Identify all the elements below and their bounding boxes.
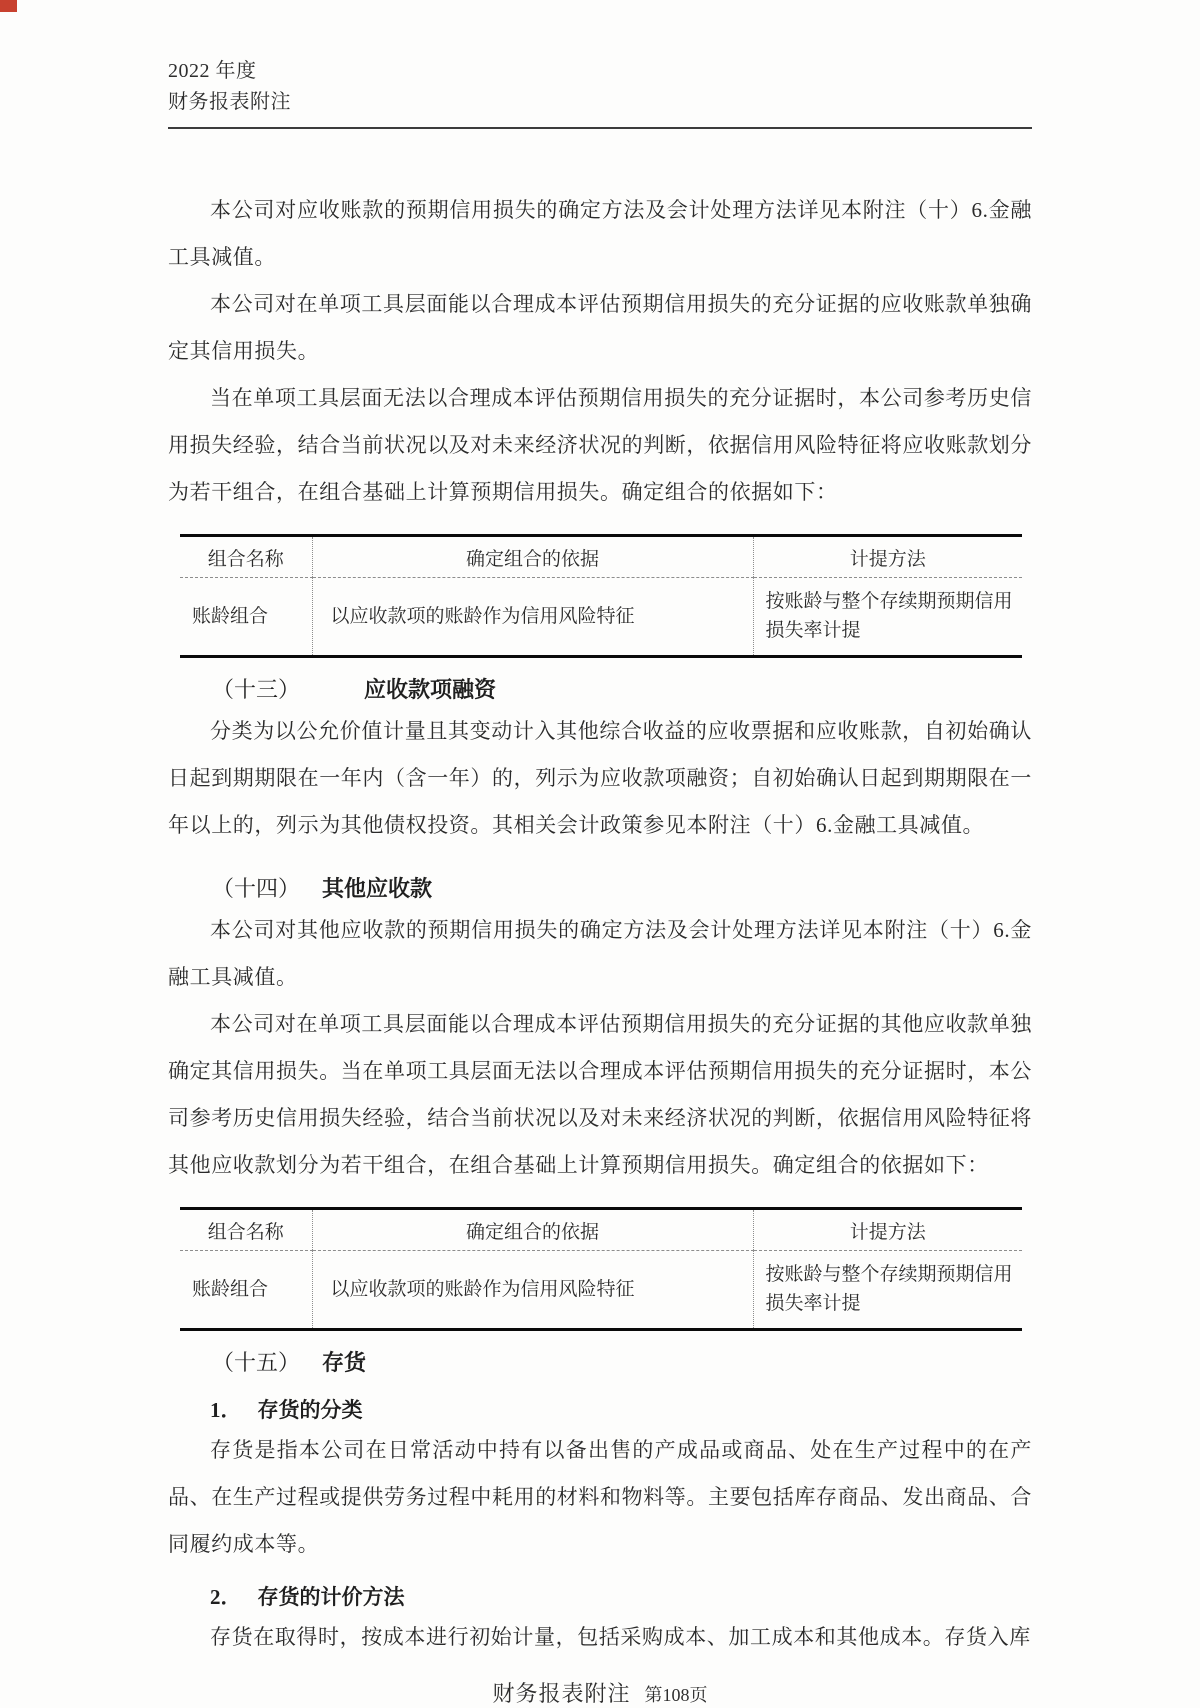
header-title-line: 财务报表附注 bbox=[168, 91, 291, 113]
page-footer bbox=[168, 1677, 1032, 1708]
subheading-inventory-classification bbox=[168, 1393, 1032, 1427]
table-row bbox=[180, 1251, 1022, 1330]
receivables-combo-table bbox=[180, 534, 1022, 658]
section-heading-15 bbox=[168, 1345, 1032, 1381]
section-title: 应收款项融资 bbox=[364, 677, 497, 702]
col-header-provision-method: 计提方法 bbox=[753, 536, 1022, 578]
page-content bbox=[168, 0, 1032, 1708]
col-header-combo-name: 组合名称 bbox=[180, 1209, 312, 1251]
header-year-line: 2022 年度 bbox=[168, 60, 257, 82]
paragraph-inventory-definition: 存货是指本公司在日常活动中持有以备出售的产成品或商品、处在生产过程中的在产品、在生产过程或提供劳务过程中耗用的材料和物料等。主要包括库存商品、发出商品、合同履约成本等。 bbox=[168, 1438, 1032, 1556]
scan-corner-mark bbox=[0, 0, 17, 12]
cell-combo-basis: 以应收款项的账龄作为信用风险特征 bbox=[312, 1251, 753, 1330]
subheading-number: 1． bbox=[210, 1398, 242, 1422]
paragraph-receivables-financing: 分类为以公允价值计量且其变动计入其他综合收益的应收票据和应收账款，自初始确认日起到期期限在一年内（含一年）的，列示为应收款项融资；自初始确认日起到期期限在一年以上的，列示为其他债权投资。其相关会计政策参见本附注（十）6.金融工具减值。 bbox=[168, 719, 1032, 837]
section-number: （十四） bbox=[212, 876, 301, 901]
paragraph-other-receivables-portfolio: 本公司对在单项工具层面能以合理成本评估预期信用损失的充分证据的其他应收款单独确定其信用损失。当在单项工具层面无法以合理成本评估预期信用损失的充分证据时，本公司参考历史信用损失经验，结合当前状况以及对未来经济状况的判断，依据信用风险特征将其他应收款划分为若干组合，在组合基础上计算预期信用损失。确定组合的依据如下： bbox=[168, 1012, 1032, 1177]
paragraph-inventory-measurement: 存货在取得时，按成本进行初始计量，包括采购成本、加工成本和其他成本。存货入库 bbox=[210, 1625, 1031, 1649]
table-header-row bbox=[180, 1209, 1022, 1251]
section-title: 存货 bbox=[322, 1350, 367, 1375]
section-heading-14 bbox=[168, 871, 1032, 907]
cell-provision-method: 按账龄与整个存续期预期信用损失率计提 bbox=[753, 578, 1022, 657]
col-header-provision-method: 计提方法 bbox=[753, 1209, 1022, 1251]
cell-combo-basis: 以应收款项的账龄作为信用风险特征 bbox=[312, 578, 753, 657]
col-header-combo-name: 组合名称 bbox=[180, 536, 312, 578]
paragraph-credit-loss-method: 本公司对应收账款的预期信用损失的确定方法及会计处理方法详见本附注（十）6.金融工具减值。 bbox=[168, 198, 1032, 269]
paragraph-other-receivables-method: 本公司对其他应收款的预期信用损失的确定方法及会计处理方法详见本附注（十）6.金融工具减值。 bbox=[168, 918, 1032, 989]
col-header-combo-basis: 确定组合的依据 bbox=[312, 536, 753, 578]
paragraph-portfolio-basis: 当在单项工具层面无法以合理成本评估预期信用损失的充分证据时，本公司参考历史信用损失经验，结合当前状况以及对未来经济状况的判断，依据信用风险特征将应收账款划分为若干组合，在组合基础上计算预期信用损失。确定组合的依据如下： bbox=[168, 386, 1032, 504]
col-header-combo-basis: 确定组合的依据 bbox=[312, 1209, 753, 1251]
cell-combo-name: 账龄组合 bbox=[192, 1278, 269, 1300]
other-receivables-combo-table bbox=[180, 1207, 1022, 1331]
subheading-title: 存货的分类 bbox=[257, 1398, 363, 1422]
section-number: （十三） bbox=[212, 677, 301, 702]
section-number: （十五） bbox=[212, 1350, 301, 1375]
subheading-inventory-valuation bbox=[168, 1580, 1032, 1614]
document-body bbox=[168, 187, 1032, 1708]
footer-title: 财务报表附注 bbox=[492, 1681, 631, 1706]
subheading-number: 2． bbox=[210, 1585, 242, 1609]
cell-combo-name: 账龄组合 bbox=[192, 605, 269, 627]
cell-provision-method: 按账龄与整个存续期预期信用损失率计提 bbox=[753, 1251, 1022, 1330]
subheading-title: 存货的计价方法 bbox=[257, 1585, 405, 1609]
section-heading-13 bbox=[168, 672, 1032, 708]
table-row bbox=[180, 578, 1022, 657]
section-title: 其他应收款 bbox=[322, 876, 433, 901]
paragraph-individual-assessment: 本公司对在单项工具层面能以合理成本评估预期信用损失的充分证据的应收账款单独确定其信用损失。 bbox=[168, 292, 1032, 363]
document-header bbox=[168, 0, 1032, 129]
table-header-row bbox=[180, 536, 1022, 578]
footer-page-number: 第108页 bbox=[644, 1685, 708, 1705]
